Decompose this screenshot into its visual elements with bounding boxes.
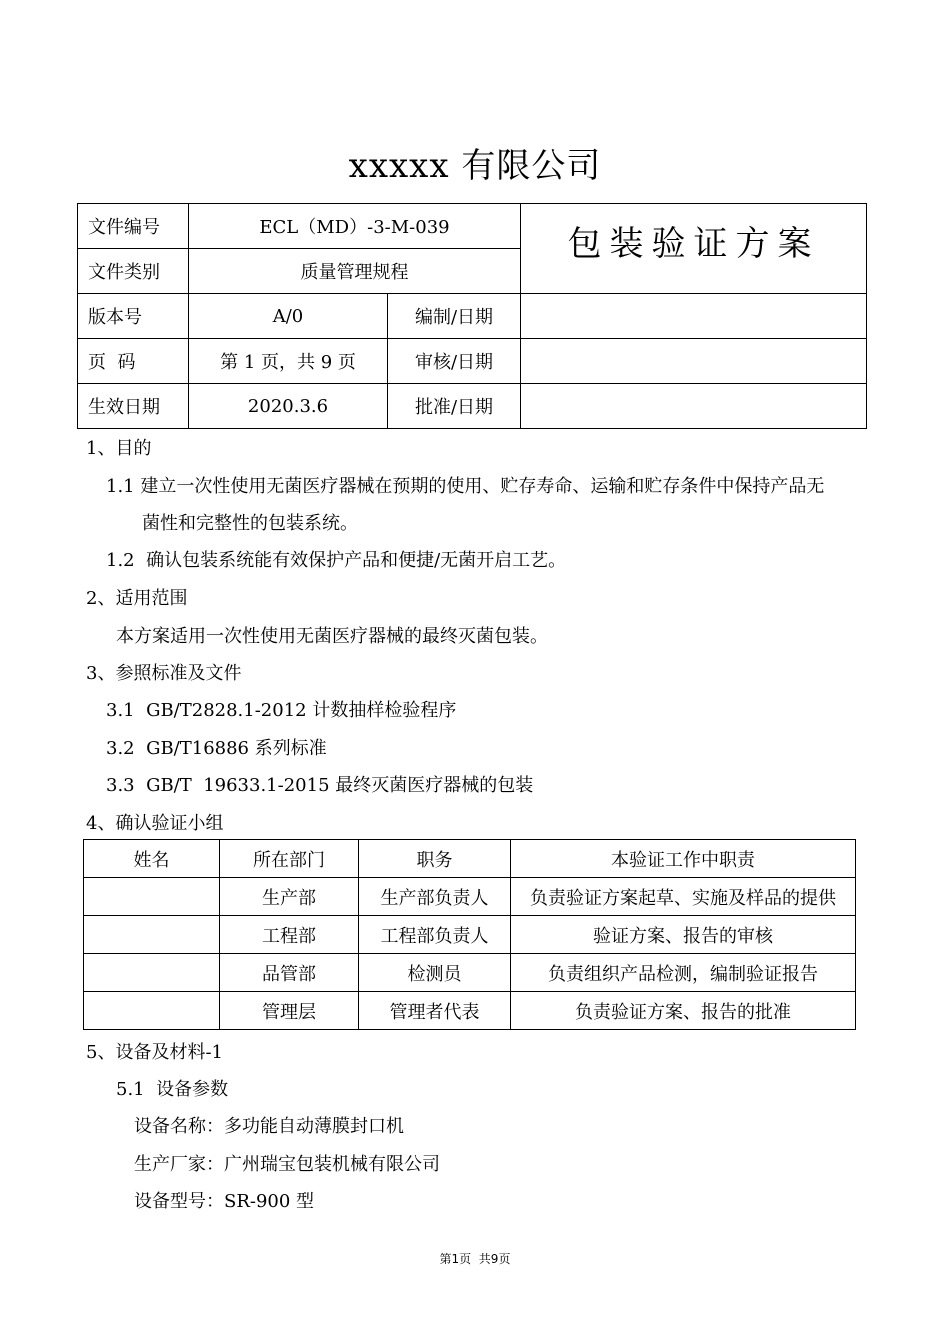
team-header-name: 姓名: [84, 840, 220, 878]
team-name-cell: [84, 916, 220, 954]
table-row: [84, 954, 856, 992]
section-5-heading: 5、设备及材料-1: [86, 1042, 223, 1063]
team-dept-cell: 品管部: [220, 954, 359, 992]
team-position-cell: 生产部负责人: [359, 878, 511, 916]
section-4-heading: 4、确认验证小组: [86, 813, 224, 834]
section-1-heading: 1、目的: [86, 438, 152, 459]
team-position-cell: 工程部负责人: [359, 916, 511, 954]
team-dept-cell: 工程部: [220, 916, 359, 954]
category-value: 质量管理规程: [189, 249, 521, 294]
team-header-position: 职务: [359, 840, 511, 878]
team-dept-cell: 生产部: [220, 878, 359, 916]
team-position-cell: 检测员: [359, 954, 511, 992]
team-dept-cell: 管理层: [220, 992, 359, 1030]
section-2-text: 本方案适用一次性使用无菌医疗器械的最终灭菌包装。: [116, 626, 548, 647]
document-header-table: [77, 203, 867, 429]
section-5-1: 5.1 设备参数: [116, 1079, 229, 1100]
section-2-heading: 2、适用范围: [86, 588, 188, 609]
team-duty-cell: 负责验证方案、报告的批准: [511, 992, 856, 1030]
validation-team-table: [83, 839, 856, 1030]
section-3-2: 3.2 GB/T16886 系列标准: [106, 738, 327, 759]
team-header-dept: 所在部门: [220, 840, 359, 878]
review-date-label: 审核/日期: [388, 339, 521, 384]
team-header-duty: 本验证工作中职责: [511, 840, 856, 878]
team-table-header-row: [84, 840, 856, 878]
page-value: 第 1 页，共 9 页: [189, 339, 388, 384]
team-duty-cell: 负责验证方案起草、实施及样品的提供: [511, 878, 856, 916]
category-label: 文件类别: [78, 249, 189, 294]
section-3-1: 3.1 GB/T2828.1-2012 计数抽样检验程序: [106, 700, 457, 721]
team-name-cell: [84, 992, 220, 1030]
approve-date-value: [521, 384, 867, 429]
doc-no-value: ECL（MD）-3-M-039: [189, 204, 521, 249]
section-1-2: 1.2 确认包装系统能有效保护产品和便捷/无菌开启工艺。: [106, 550, 567, 571]
equipment-name: 设备名称：多功能自动薄膜封口机: [134, 1116, 404, 1137]
page-label: 页 码: [78, 339, 189, 384]
section-1-1-line2: 菌性和完整性的包装系统。: [142, 513, 358, 534]
review-date-value: [521, 339, 867, 384]
compile-date-value: [521, 294, 867, 339]
table-row: [84, 878, 856, 916]
effective-date-value: 2020.3.6: [189, 384, 388, 429]
team-duty-cell: 验证方案、报告的审核: [511, 916, 856, 954]
section-3-3: 3.3 GB/T 19633.1-2015 最终灭菌医疗器械的包装: [106, 775, 534, 796]
page-footer: 第1页 共9页: [439, 1252, 511, 1266]
table-row: [84, 992, 856, 1030]
equipment-maker: 生产厂家：广州瑞宝包装机械有限公司: [134, 1154, 440, 1175]
effective-date-label: 生效日期: [78, 384, 189, 429]
section-3-heading: 3、参照标准及文件: [86, 663, 242, 684]
team-position-cell: 管理者代表: [359, 992, 511, 1030]
section-1-1-line1: 1.1 建立一次性使用无菌医疗器械在预期的使用、贮存寿命、运输和贮存条件中保持产品无: [106, 476, 825, 497]
compile-date-label: 编制/日期: [388, 294, 521, 339]
doc-no-label: 文件编号: [78, 204, 189, 249]
table-row: [84, 916, 856, 954]
version-value: A/0: [189, 294, 388, 339]
team-duty-cell: 负责组织产品检测，编制验证报告: [511, 954, 856, 992]
version-label: 版本号: [78, 294, 189, 339]
approve-date-label: 批准/日期: [388, 384, 521, 429]
document-title: 包装验证方案: [521, 204, 867, 294]
equipment-model: 设备型号：SR-900 型: [134, 1191, 315, 1212]
team-name-cell: [84, 878, 220, 916]
company-name: xxxxx 有限公司: [348, 146, 602, 186]
team-name-cell: [84, 954, 220, 992]
